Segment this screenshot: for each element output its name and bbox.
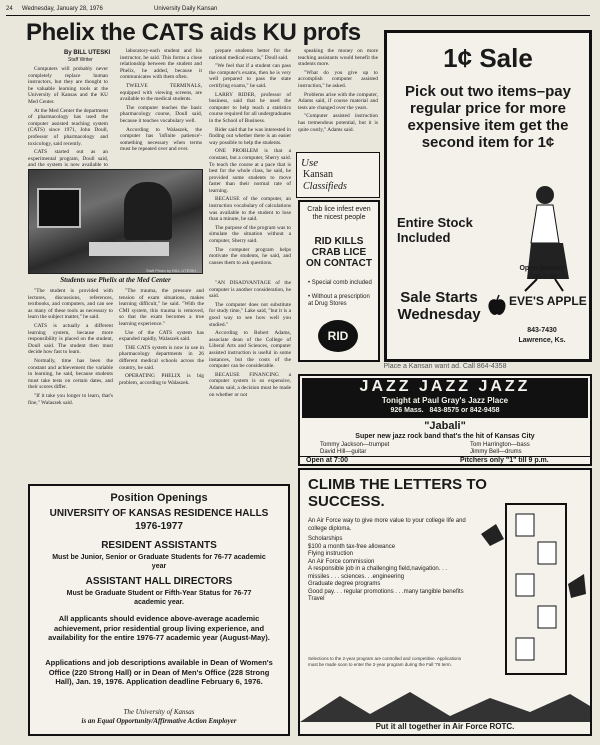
one-cent-sale-ad bbox=[384, 30, 592, 362]
jazz-title: JAZZ JAZZ JAZZ bbox=[359, 378, 531, 395]
rid-logo: RID bbox=[318, 320, 358, 352]
classifieds-use: Use bbox=[301, 157, 319, 169]
crab-headline: RID KILLS CRAB LICE ON CONTACT bbox=[306, 236, 372, 269]
jazz-player-4: Jimmy Bell—drums bbox=[470, 449, 522, 455]
positions-ahd-req: Must be Graduate Student or Fifth-Year Status for 76-77 academic year. bbox=[66, 590, 252, 606]
byline-role: Staff Writer bbox=[68, 57, 93, 63]
climbing-letters-illustration-icon bbox=[476, 494, 588, 684]
crab-intro: Crab lice infest even the nicest people bbox=[307, 206, 371, 221]
afrotc-benefit: Flying instruction bbox=[308, 551, 354, 557]
positions-years: 1976-1977 bbox=[135, 521, 183, 532]
jazz-player-3: Tom Harrington—bass bbox=[470, 442, 530, 448]
keyboard bbox=[89, 242, 169, 256]
crab-lice-ad bbox=[298, 200, 380, 362]
afrotc-benefit: A responsible job in a challenging field,navigation. . . missiles . . . sciences. . .engineering bbox=[308, 566, 448, 580]
positions-para-2: Applications and job descriptions available in Dean of Women's Office (220 Strong Hall) or in Dean of Men's Office (228 Strong Hall), Jan. 19, 1976. Application deadline February 6, 1976. bbox=[45, 658, 273, 686]
sale-stock: Entire Stock Included bbox=[397, 215, 473, 245]
afrotc-tagline: Put it all together in Air Force ROTC. bbox=[375, 722, 515, 731]
jazz-tagline: Super new jazz rock band that's the hit of Kansas City bbox=[355, 433, 535, 440]
folio-rule bbox=[6, 15, 590, 16]
afrotc-fineprint: Selections to the 2-year program are controlled and competitive. Applications must be made soon to enter the 2-year program during the Fall '76 term. bbox=[308, 656, 462, 667]
computer-terminal-screen bbox=[37, 188, 81, 228]
afrotc-benefit: Scholarships bbox=[308, 536, 343, 542]
mountains-icon bbox=[300, 688, 590, 722]
positions-ahd: ASSISTANT HALL DIRECTORS bbox=[85, 576, 233, 587]
article-col-6: "The trauma, the pressure and tension of exam situations, makes learning difficult," he said. "With the CMI system, this trauma is removed, so that the exam becomes a true learning experience." Use of the CATS system has expanded rapidly, Walaszek said. THE CATS system is now in use in pharmacology departments in 26 different medical schools across the country, he said. OPERATING PHELIX is big problem, according to Walaszek. bbox=[119, 288, 204, 386]
headline: Phelix the CATS aids KU profs bbox=[26, 19, 361, 46]
article-photo bbox=[28, 169, 203, 274]
apple-icon bbox=[487, 295, 507, 317]
byline: By BILL UTESKI bbox=[64, 50, 111, 56]
classifieds-kansan: Kansan bbox=[303, 169, 333, 180]
afrotc-title: CLIMB THE LETTERS TO SUCCESS. bbox=[308, 476, 487, 510]
afrotc-benefits bbox=[308, 536, 470, 604]
air-force-rotc-ad bbox=[298, 468, 592, 736]
sale-hours: 1:00-5:00 bbox=[527, 274, 557, 281]
classifieds-box bbox=[296, 152, 380, 198]
position-openings-ad bbox=[28, 484, 290, 736]
sale-sunday: Open Sunday bbox=[519, 265, 565, 272]
jazz-address-line bbox=[302, 406, 588, 415]
positions-ra-req: Must be Junior, Senior or Graduate Students for 76-77 academic year bbox=[52, 554, 266, 570]
jazz-player-2: David Hill—guitar bbox=[320, 449, 367, 455]
sale-pitch: Pick out two items–pay regular price for more expensive item get the second item for 1¢ bbox=[405, 83, 571, 151]
article-col-7: "AN DISADVANTAGE of the computer is another consideration, he said. The computer does not substitute for study time," Lake said, "but it is a good way to see how well you studied." According to Robert Adams, associate dean of the College of Liberal Arts and Sciences, computer assisted instruction is useful in some instances, but the costs of the computer can be considerable. BECAUSE FINANCING a computer system is so expensive, Adams said, a decision must be made on whether or not bbox=[209, 280, 291, 398]
positions-org: UNIVERSITY OF KANSAS RESIDENCE HALLS bbox=[49, 508, 269, 519]
article-col-1: Computers will probably never completely replace human instructors, but they are thought to be valuable learning tools at the University of Kansas and the KU Med Center. At the Med Center the department of pharmacology has used the computer assisted teaching system (CATS) since 1971, John Doull, professor of pharmacology and toxicology, said recently. CATS started out as an experimental program, Doull said, and the system is now available to bbox=[28, 66, 108, 169]
student-figure bbox=[124, 182, 172, 240]
jazz-band: "Jabali" bbox=[424, 420, 466, 432]
classifieds-title: Classifieds bbox=[303, 181, 347, 192]
jazz-address: 926 Mass. bbox=[390, 407, 424, 414]
positions-title: Position Openings bbox=[110, 492, 208, 504]
afrotc-benefit: Graduate degree programs bbox=[308, 581, 381, 587]
jazz-phones: 843-8575 or 842-9458 bbox=[429, 407, 500, 414]
crab-item-2: • Without a prescription at Drug Stores bbox=[308, 294, 370, 307]
sale-title: 1¢ Sale bbox=[443, 43, 533, 73]
sale-phone: 843-7430 bbox=[527, 327, 557, 334]
crab-item-1: • Special comb included bbox=[308, 280, 372, 286]
sale-city: Lawrence, Ks. bbox=[518, 337, 566, 344]
jazz-ad bbox=[298, 374, 592, 466]
jazz-subtitle: Tonight at Paul Gray's Jazz Place bbox=[381, 396, 509, 405]
positions-ra: RESIDENT ASSISTANTS bbox=[101, 540, 217, 551]
article-col-4: speaking the money on more teaching assistants would benefit the students more. "What do you give up to accomplish computer assisted instruction," he asked. Problems arise with the computer, Adams said, if course material and tests are changed over the years. "Computer assisted instruction has tremendous potential, but it is quite costly," Adams said. bbox=[298, 48, 378, 133]
article-col-2: laboratory-each student and his instructor, he said. This forms a close relationship between the student and Phelix, he added, because it communicates with them often. TWELVE TERMINALS, equipped with viewing screens, are available to the medical students. The computer teaches the basic pharmacology course, Doull said, because it teaches vocabulary well. According to Walaszek, the computer has 'infinite patience'-something necessary when terms must be repeated over and over. bbox=[120, 48, 202, 153]
classified-bar: Place a Kansan want ad. Call 864-4358 bbox=[383, 363, 507, 370]
photo-caption: Students use Phelix at the Med Center bbox=[60, 276, 171, 284]
page-number: 24 bbox=[6, 6, 13, 12]
afrotc-intro: An Air Force way to give more value to your college life and college diploma. bbox=[308, 518, 466, 532]
afrotc-benefit: $100 a month tax-free allowance bbox=[308, 543, 396, 550]
photo-credit: Staff Photo by BILL UTESKI bbox=[146, 268, 196, 273]
positions-footer-1: The University of Kansas bbox=[123, 708, 195, 716]
afrotc-benefit: Good pay. . . regular promotions . . .many tangible benefits bbox=[308, 588, 464, 595]
afrotc-benefit: An Air Force commission bbox=[308, 558, 375, 565]
article-col-5: "The student is provided with lectures, discussions, references, textbooks, and computers, and can see as many of these tools as necessary to learn the subject matter," he said. CATS is actually a different learning system, because more responsibility is placed on the student, Doull said. The student then must decide how fast to learn. Normally, time has been the constant and achievement the variable in learning, he said, because students must take tests on certain dates, and their scores differ. "If it take you longer to learn, that's fine," Walaszek said. bbox=[28, 288, 113, 406]
jazz-pitchers: Pitchers only "1" till 9 p.m. bbox=[460, 457, 549, 464]
jazz-header bbox=[302, 378, 588, 418]
sale-store: EVE'S APPLE bbox=[509, 294, 587, 308]
positions-para-1: All applicants should evidence above-average academic achievement, prior residential group living experience, and availability for the entire 1976-77 academic year (August-May). bbox=[48, 614, 270, 642]
folio-date: Wednesday, January 28, 1976 bbox=[22, 6, 103, 12]
newspaper-page bbox=[6, 6, 596, 739]
folio-paper: University Daily Kansan bbox=[154, 6, 218, 12]
article-col-3: prepare students better for the national medical exams," Doull said. "We feel that if a student can pass the computer's exams, then he is very well prepared to pass the state certifying exams," he said. LARRY RIDER, professor of business, said that he used the computer to help teach a statistics course required for all undergraduates in the School of Business. Rider said that he was interested in finding out whether there is an easier way possible to help the students. ONE PROBLEM is that a constant, but a computer, Sherry said. To teach the course at a pace that is best for the whole class, he said, he provided some students to move faster than their normal rate of learning. BECAUSE of the computer, an instruction vocabulary of calculations was available to the student to lose than a minute, he said. The purpose of the program was to simulate the situation without a computer, Sherry said. The computer program helps motivate the students, he said, and causes them to ask questions. bbox=[209, 48, 291, 266]
sale-dates: Sale Starts Wednesday bbox=[397, 289, 481, 323]
afrotc-benefit: Travel bbox=[308, 596, 325, 602]
jazz-open: Open at 7:00 bbox=[306, 457, 349, 464]
positions-footer-2: is an Equal Opportunity/Affirmative Action Employer bbox=[81, 717, 237, 725]
jazz-player-1: Tommy Jackson—trumpet bbox=[320, 442, 390, 448]
